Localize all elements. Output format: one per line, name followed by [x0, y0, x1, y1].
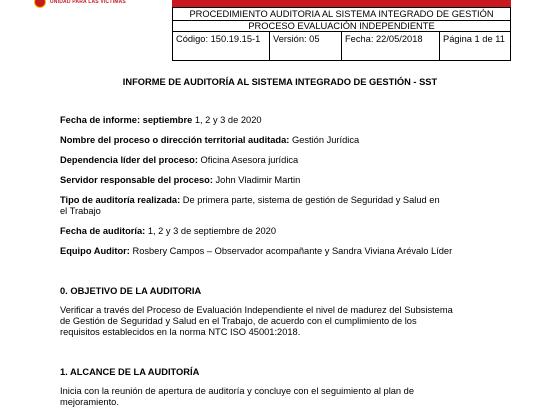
field-label: Nombre del proceso o dirección territorial auditada: — [60, 135, 290, 145]
header-codigo: Código: 150.19.15-1 — [173, 32, 270, 60]
field-fecha-auditoria — [60, 226, 276, 237]
field-tipo-auditoria-cont: el Trabajo — [60, 206, 101, 216]
field-value: Gestión Jurídica — [289, 135, 360, 145]
header-fecha: Fecha: 22/05/2018 — [342, 32, 440, 60]
field-label: Tipo de auditoría realizada: — [60, 195, 181, 205]
logo — [34, 0, 152, 8]
field-value: 1, 2 y 3 de septiembre de 2020 — [145, 226, 277, 236]
field-label: Dependencia líder del proceso: — [60, 155, 198, 165]
section-alcance-heading: 1. ALCANCE DE LA AUDITORÍA — [60, 367, 200, 377]
header-meta-row — [172, 32, 511, 61]
alcance-line-1: Inicia con la reunión de apertura de auditoría y concluye con el seguimiento al plan de — [60, 386, 415, 396]
field-value: 1, 2 y 3 de 2020 — [192, 115, 262, 125]
header-color-bar — [172, 0, 511, 7]
field-value: De primera parte, sistema de gestión de Seguridad y Salud en — [180, 195, 440, 205]
objetivo-line-1: Verificar a través del Proceso de Evaluación Independiente el nivel de madurez del Subsistema — [60, 305, 453, 315]
report-title: INFORME DE AUDITORÍA AL SISTEMA INTEGRADO DE GESTIÓN - SST — [122, 77, 438, 87]
field-label: Fecha de auditoría: — [60, 226, 146, 236]
field-value: Oficina Asesora jurídica — [197, 155, 299, 165]
alcance-line-2: mejoramiento. — [60, 397, 119, 407]
field-proceso — [60, 135, 359, 146]
logo-text: UNIDAD PARA LAS VÍCTIMAS — [50, 0, 126, 5]
header-procedure-title: PROCEDIMIENTO AUDITORIA AL SISTEMA INTEGRADO DE GESTIÓN — [172, 7, 511, 21]
header-process-title: PROCESO EVALUACIÓN INDEPENDIENTE — [172, 21, 511, 32]
field-dependencia — [60, 155, 298, 166]
field-label: Fecha de informe: septiembre — [60, 115, 193, 125]
field-tipo-auditoria — [60, 195, 440, 206]
section-objetivo-heading: 0. OBJETIVO DE LA AUDITORIA — [60, 286, 202, 296]
logo-emblem-icon — [34, 0, 46, 8]
field-fecha-informe — [60, 115, 262, 126]
field-value: John Vladimir Martin — [212, 175, 301, 185]
field-label: Servidor responsable del proceso: — [60, 175, 213, 185]
document-header — [172, 0, 511, 61]
objetivo-line-3: requisitos establecidos en la norma NTC ISO 45001:2018. — [60, 327, 301, 337]
field-equipo-auditor — [60, 246, 452, 257]
header-pagina: Página 1 de 11 — [443, 34, 505, 44]
header-version: Versión: 05 — [270, 32, 342, 60]
field-value: Rosbery Campos – Observador acompañante y Sandra Viviana Arévalo Líder — [129, 246, 453, 256]
objetivo-line-2: de Gestión de Seguridad y Salud en el Trabajo, de acuerdo con el cumplimiento de los — [60, 316, 417, 326]
field-servidor — [60, 175, 300, 186]
field-label: Equipo Auditor: — [60, 246, 130, 256]
